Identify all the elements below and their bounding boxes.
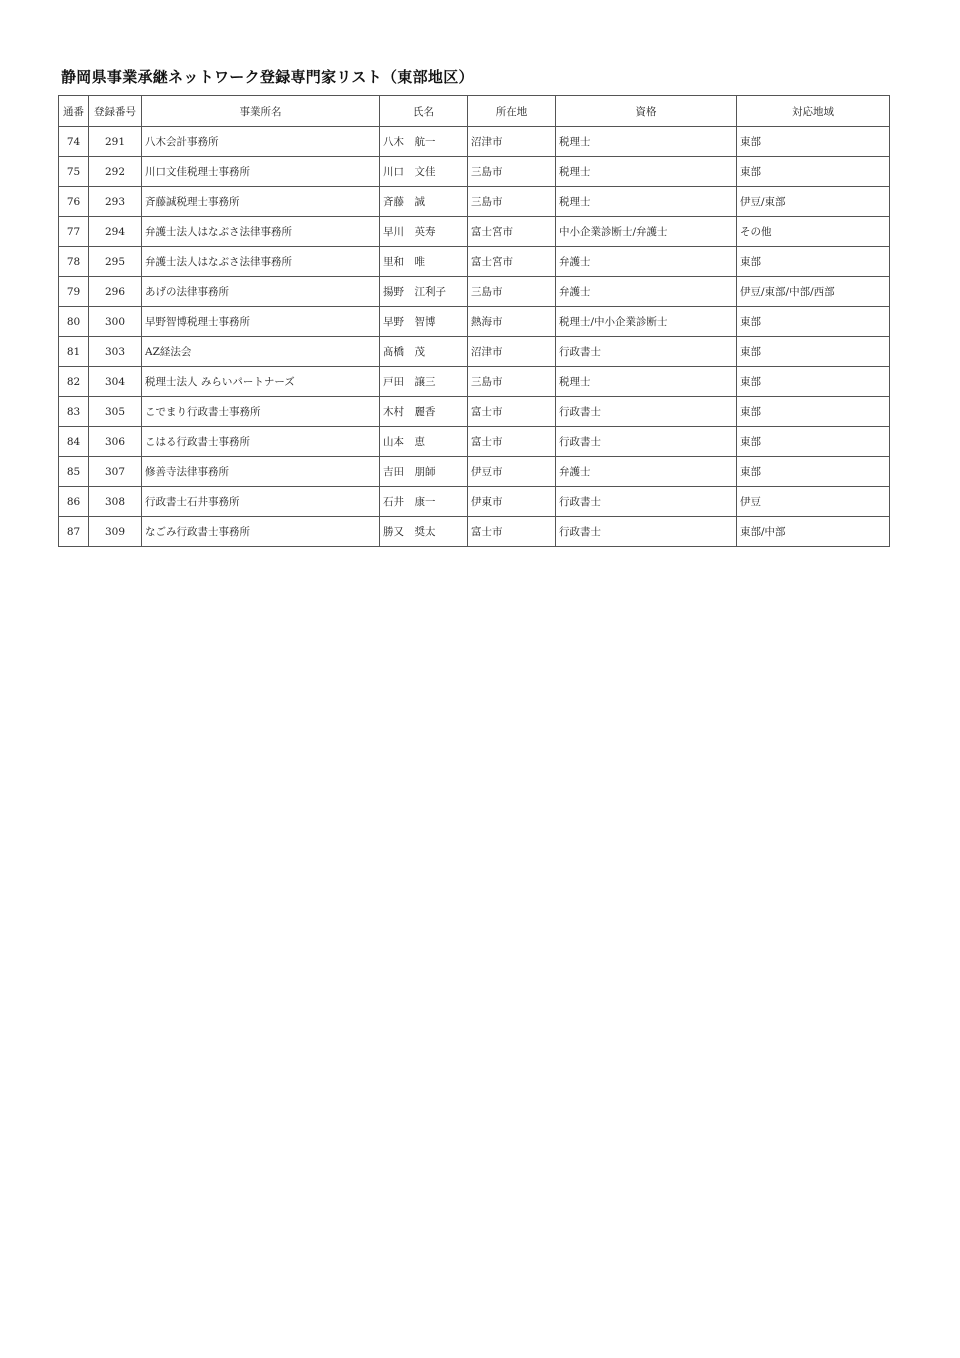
cell-office-name: AZ経法会 (142, 337, 380, 367)
cell-service-area: 東部 (737, 127, 890, 157)
cell-service-area: 東部 (737, 367, 890, 397)
cell-serial-number: 80 (59, 307, 89, 337)
table-row (59, 487, 890, 517)
cell-serial-number: 87 (59, 517, 89, 547)
cell-office-name: 修善寺法律事務所 (142, 457, 380, 487)
cell-registration-number: 300 (89, 307, 142, 337)
cell-qualification: 弁護士 (556, 457, 737, 487)
cell-serial-number: 75 (59, 157, 89, 187)
table-row (59, 127, 890, 157)
table-row (59, 187, 890, 217)
header-serial-number: 通番 (59, 96, 89, 127)
table-row (59, 457, 890, 487)
cell-qualification: 行政書士 (556, 487, 737, 517)
cell-registration-number: 308 (89, 487, 142, 517)
cell-office-name: こでまり行政書士事務所 (142, 397, 380, 427)
cell-service-area: 東部 (737, 247, 890, 277)
cell-qualification: 税理士 (556, 367, 737, 397)
cell-qualification: 税理士 (556, 187, 737, 217)
cell-registration-number: 291 (89, 127, 142, 157)
cell-office-name: 弁護士法人はなぶさ法律事務所 (142, 217, 380, 247)
cell-office-name: 川口文佳税理士事務所 (142, 157, 380, 187)
expert-list-table (58, 95, 890, 547)
cell-location: 富士宮市 (468, 247, 556, 277)
cell-office-name: 行政書士石井事務所 (142, 487, 380, 517)
cell-registration-number: 306 (89, 427, 142, 457)
cell-registration-number: 304 (89, 367, 142, 397)
cell-office-name: なごみ行政書士事務所 (142, 517, 380, 547)
table-row (59, 337, 890, 367)
cell-office-name: 斉藤誠税理士事務所 (142, 187, 380, 217)
table-row (59, 247, 890, 277)
cell-serial-number: 81 (59, 337, 89, 367)
cell-service-area: 東部 (737, 307, 890, 337)
header-qualification: 資格 (556, 96, 737, 127)
cell-registration-number: 292 (89, 157, 142, 187)
table-header-row (59, 96, 890, 127)
cell-location: 三島市 (468, 367, 556, 397)
table-row (59, 157, 890, 187)
cell-location: 沼津市 (468, 127, 556, 157)
cell-location: 富士市 (468, 427, 556, 457)
header-person-name: 氏名 (380, 96, 468, 127)
header-service-area: 対応地域 (737, 96, 890, 127)
cell-person-name: 揚野 江利子 (380, 277, 468, 307)
cell-registration-number: 296 (89, 277, 142, 307)
cell-service-area: 東部 (737, 337, 890, 367)
cell-registration-number: 303 (89, 337, 142, 367)
cell-person-name: 里和 唯 (380, 247, 468, 277)
cell-office-name: あげの法律事務所 (142, 277, 380, 307)
cell-registration-number: 305 (89, 397, 142, 427)
cell-qualification: 税理士/中小企業診断士 (556, 307, 737, 337)
cell-location: 富士市 (468, 517, 556, 547)
cell-serial-number: 77 (59, 217, 89, 247)
cell-office-name: こはる行政書士事務所 (142, 427, 380, 457)
table-row (59, 397, 890, 427)
cell-serial-number: 85 (59, 457, 89, 487)
cell-office-name: 八木会計事務所 (142, 127, 380, 157)
cell-person-name: 吉田 朋師 (380, 457, 468, 487)
table-row (59, 277, 890, 307)
cell-location: 熱海市 (468, 307, 556, 337)
cell-person-name: 石井 康一 (380, 487, 468, 517)
cell-office-name: 弁護士法人はなぶさ法律事務所 (142, 247, 380, 277)
cell-serial-number: 76 (59, 187, 89, 217)
cell-qualification: 行政書士 (556, 397, 737, 427)
cell-service-area: 伊豆/東部/中部/西部 (737, 277, 890, 307)
cell-serial-number: 86 (59, 487, 89, 517)
cell-person-name: 山本 恵 (380, 427, 468, 457)
cell-qualification: 弁護士 (556, 277, 737, 307)
cell-service-area: 東部 (737, 457, 890, 487)
cell-person-name: 早川 英寿 (380, 217, 468, 247)
table-row (59, 367, 890, 397)
cell-service-area: 東部 (737, 397, 890, 427)
cell-location: 伊豆市 (468, 457, 556, 487)
cell-person-name: 勝又 奨太 (380, 517, 468, 547)
cell-location: 沼津市 (468, 337, 556, 367)
cell-service-area: その他 (737, 217, 890, 247)
cell-location: 三島市 (468, 157, 556, 187)
table-row (59, 307, 890, 337)
cell-location: 三島市 (468, 277, 556, 307)
header-location: 所在地 (468, 96, 556, 127)
cell-location: 三島市 (468, 187, 556, 217)
cell-qualification: 弁護士 (556, 247, 737, 277)
table-row (59, 427, 890, 457)
cell-registration-number: 309 (89, 517, 142, 547)
cell-location: 伊東市 (468, 487, 556, 517)
cell-serial-number: 84 (59, 427, 89, 457)
cell-person-name: 早野 智博 (380, 307, 468, 337)
table-row (59, 217, 890, 247)
cell-qualification: 中小企業診断士/弁護士 (556, 217, 737, 247)
cell-qualification: 税理士 (556, 127, 737, 157)
cell-serial-number: 78 (59, 247, 89, 277)
cell-qualification: 税理士 (556, 157, 737, 187)
cell-office-name: 税理士法人 みらいパートナーズ (142, 367, 380, 397)
cell-serial-number: 74 (59, 127, 89, 157)
cell-registration-number: 293 (89, 187, 142, 217)
cell-registration-number: 307 (89, 457, 142, 487)
header-office-name: 事業所名 (142, 96, 380, 127)
cell-person-name: 川口 文佳 (380, 157, 468, 187)
cell-serial-number: 82 (59, 367, 89, 397)
cell-qualification: 行政書士 (556, 337, 737, 367)
cell-qualification: 行政書士 (556, 427, 737, 457)
cell-location: 富士宮市 (468, 217, 556, 247)
cell-service-area: 東部 (737, 427, 890, 457)
cell-service-area: 東部/中部 (737, 517, 890, 547)
cell-service-area: 伊豆/東部 (737, 187, 890, 217)
page-title: 静岡県事業承継ネットワーク登録専門家リスト（東部地区） (61, 68, 474, 86)
cell-person-name: 髙橋 茂 (380, 337, 468, 367)
cell-serial-number: 83 (59, 397, 89, 427)
cell-service-area: 伊豆 (737, 487, 890, 517)
cell-office-name: 早野智博税理士事務所 (142, 307, 380, 337)
cell-person-name: 八木 航一 (380, 127, 468, 157)
cell-registration-number: 294 (89, 217, 142, 247)
cell-person-name: 木村 麗香 (380, 397, 468, 427)
cell-person-name: 斉藤 誠 (380, 187, 468, 217)
cell-serial-number: 79 (59, 277, 89, 307)
cell-qualification: 行政書士 (556, 517, 737, 547)
cell-registration-number: 295 (89, 247, 142, 277)
cell-person-name: 戸田 譲三 (380, 367, 468, 397)
cell-location: 富士市 (468, 397, 556, 427)
table-row (59, 517, 890, 547)
cell-service-area: 東部 (737, 157, 890, 187)
header-registration-number: 登録番号 (89, 96, 142, 127)
